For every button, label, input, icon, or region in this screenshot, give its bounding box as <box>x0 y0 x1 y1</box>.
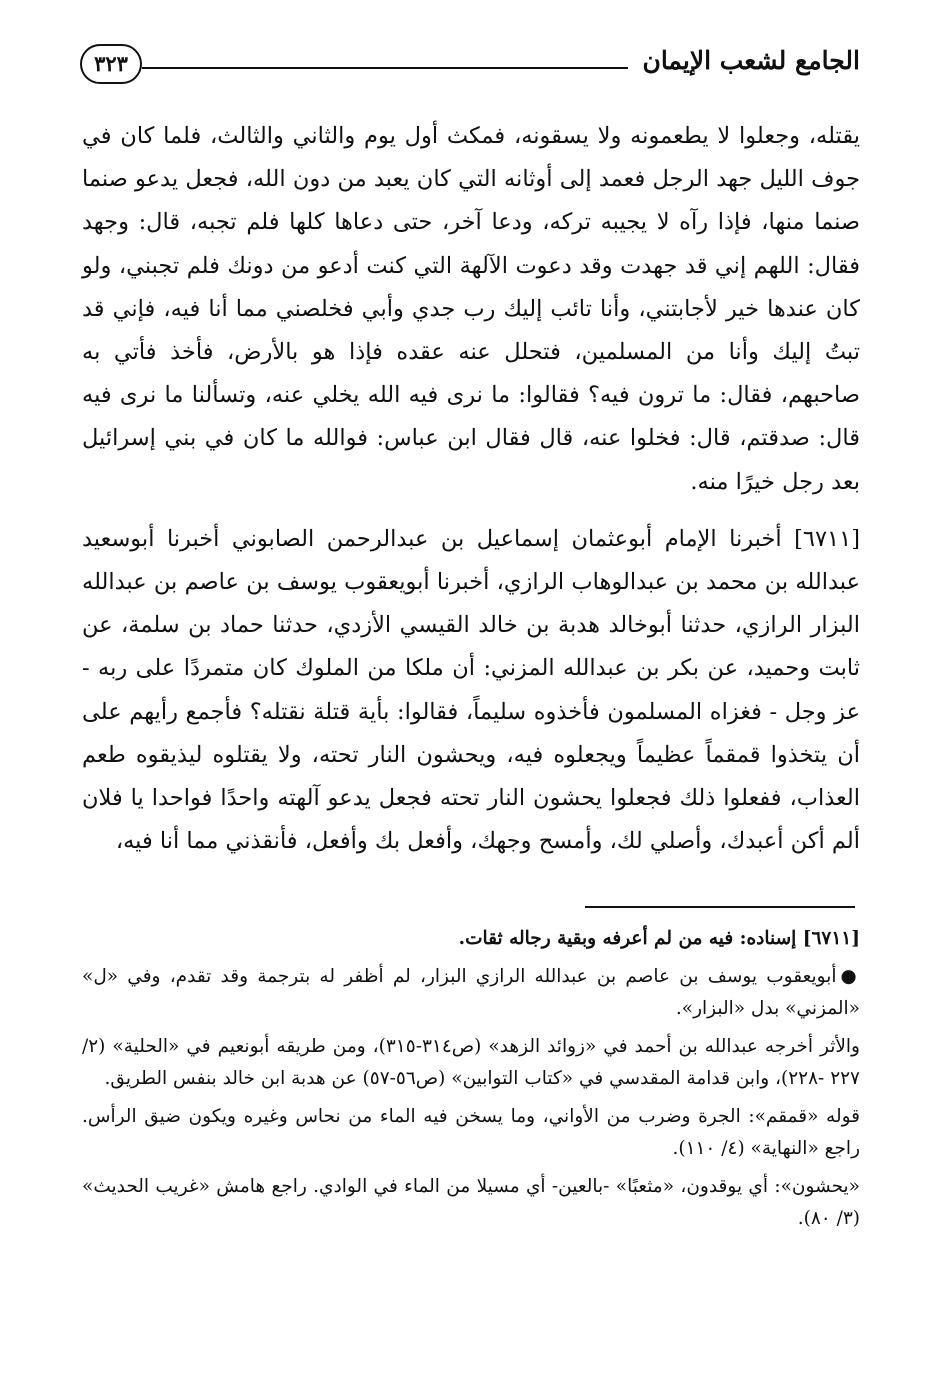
main-text <box>82 115 860 863</box>
footnote-narrator-text: أبويعقوب يوسف بن عاصم بن عبدالله الرازي البزار، لم أظفر له بترجمة وقد تقدم، وفي «ل» «المزني» بدل «البزار». <box>82 966 860 1019</box>
footnote-isnad: [٦٧١١] إسناده: فيه من لم أعرفه وبقية رجاله ثقات. <box>458 928 860 949</box>
page-header <box>80 40 860 88</box>
bullet-icon: ● <box>840 966 860 987</box>
header-rule <box>142 67 628 69</box>
paragraph-continuation: يقتله، وجعلوا لا يطعمونه ولا يسقونه، فمكث أول يوم والثاني والثالث، فلما كان في جوف الليل جهد الرجل فعمد إلى أوثانه التي كان يعبد من دون الله، فجعل يدعو صنما صنما منها، فإذا رآه لا يجيبه تركه، ودعا آخر، حتى دعاها كلها فلم تجبه، قال: وجهد فقال: اللهم إني قد جهدت وقد دعوت الآلهة التي كنت أدعو من دونك فلم تجبني، ولو كان عندها خير لأجابتني، وأنا تائب إليك رب جدي وأبي فخلصني مما أنا فيه، فإني قد تبتُ إليك وأنا من المسلمين، فتحلل عنه عقده فإذا هو بالأرض، فأخذ فأتي به صاحبهم، فقال: ما ترون فيه؟ فقالوا: ما نرى فيه الله يخلي عنه، وتسألنا ما نرى فيه قال: صدقتم، قال: فخلوا عنه، قال فقال ابن عباس: فوالله ما كان في بني إسرائيل بعد رجل خيرًا منه. <box>82 123 860 495</box>
paragraph-hadith-6711: [٦٧١١] أخبرنا الإمام أبوعثمان إسماعيل بن عبدالرحمن الصابوني أخبرنا أبوسعيد عبدالله بن محمد بن عبدالوهاب الرازي، أخبرنا أبويعقوب يوسف بن عاصم بن عبدالله البزار الرازي، حدثنا أبوخالد هدبة بن خالد القيسي الأزدي، حدثنا حماد بن سلمة، عن ثابت وحميد، عن بكر بن عبدالله المزني: أن ملكا من الملوك كان متمردًا على ربه - عز وجل - فغزاه المسلمون فأخذوه سليماً، فقالوا: بأية قتلة نقتله؟ فأجمع رأيهم على أن يتخذوا قمقماً عظيماً ويجعلوه فيه، ويحشون النار تحته، ولا يقتلوه ليذيقوه طعم العذاب، ففعلوا ذلك فجعلوا يحشون النار تحته فجعل يدعو آلهته واحدًا فواحدا يا فلان ألم أكن أعبدك، وأصلي لك، وأمسح وجهك، وأفعل بك وأفعل، فأنقذني مما أنا فيه، <box>82 525 860 855</box>
footnote-separator <box>585 906 855 908</box>
footnotes <box>82 923 860 1241</box>
book-title: الجامع لشعب الإيمان <box>642 46 860 75</box>
page-number: ٣٢٣ <box>80 44 142 84</box>
footnote-qumqum: قوله «قمقم»: الجرة وضرب من الأواني، وما يسخن فيه الماء من نحاس وغيره ويكون ضيق الرأس. راجع «النهاية» (٤/ ١١٠). <box>82 1106 860 1159</box>
footnote-yahshun: «يحشون»: أي يوقدون، «مثعبًا» -بالعين- أي مسيلا من الماء في الوادي. راجع هامش «غريب الحديث» (٣/ ٨٠). <box>82 1176 860 1229</box>
footnote-narrator <box>82 961 860 1025</box>
footnote-takhrij: والأثر أخرجه عبدالله بن أحمد في «زوائد الزهد» (ص٣١٤-٣١٥)، ومن طريقه أبونعيم في «الحلية» (٢/ ٢٢٧ -٢٢٨)، وابن قدامة المقدسي في «كتاب التوابين» (ص٥٦-٥٧) عن هدبة ابن خالد بنفس الطريق. <box>82 1036 860 1089</box>
